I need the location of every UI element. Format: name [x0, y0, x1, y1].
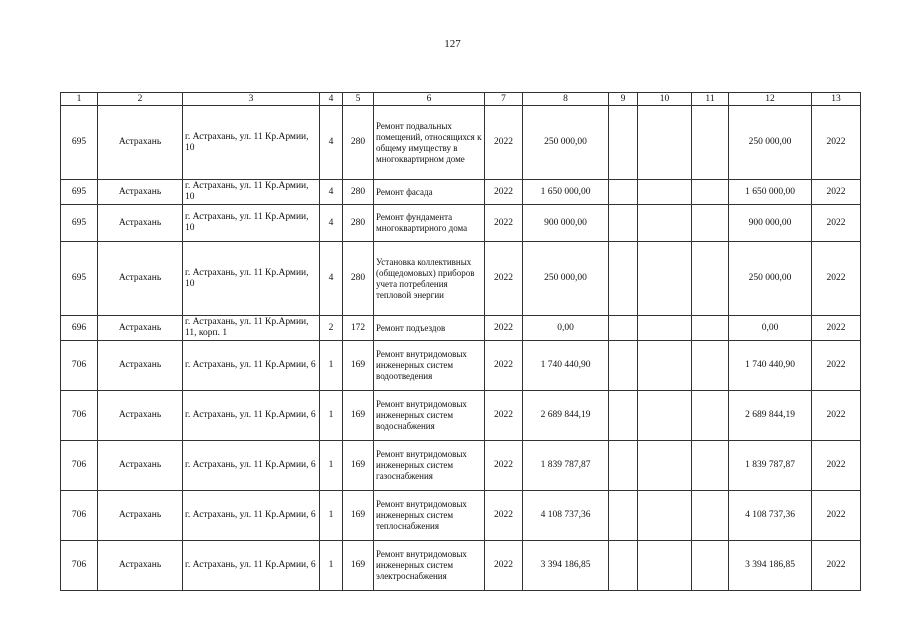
completion-year-cell: 2022	[812, 106, 861, 180]
address-cell: г. Астрахань, ул. 11 Кр.Армии, 10	[183, 205, 320, 242]
address-cell: г. Астрахань, ул. 11 Кр.Армии, 6	[183, 541, 320, 591]
city-cell: Астрахань	[98, 106, 183, 180]
column-number-row	[61, 93, 861, 106]
fund-cell: 2 689 844,19	[729, 391, 812, 441]
completion-year-cell: 2022	[812, 441, 861, 491]
fund-cell: 1 839 787,87	[729, 441, 812, 491]
col10-cell	[638, 391, 692, 441]
col4-cell: 4	[320, 242, 343, 316]
work-type-cell: Ремонт подвальных помещений, относящихся к общему имуществу в многоквартирном доме	[374, 106, 485, 180]
cost-cell: 900 000,00	[523, 205, 609, 242]
address-cell: г. Астрахань, ул. 11 Кр.Армии, 10	[183, 180, 320, 205]
table-row	[61, 391, 861, 441]
column-header: 8	[523, 93, 609, 106]
fund-cell: 1 740 440,90	[729, 341, 812, 391]
repair-program-table	[60, 92, 861, 591]
col11-cell	[692, 391, 729, 441]
col10-cell	[638, 242, 692, 316]
work-type-cell: Ремонт внутридомовых инженерных систем теплоснабжения	[374, 491, 485, 541]
col9-cell	[609, 341, 638, 391]
col4-cell: 1	[320, 541, 343, 591]
work-type-cell: Ремонт фундамента многоквартирного дома	[374, 205, 485, 242]
city-cell: Астрахань	[98, 391, 183, 441]
address-cell: г. Астрахань, ул. 11 Кр.Армии, 10	[183, 242, 320, 316]
city-cell: Астрахань	[98, 316, 183, 341]
column-header: 6	[374, 93, 485, 106]
cost-cell: 2 689 844,19	[523, 391, 609, 441]
work-type-cell: Ремонт подъездов	[374, 316, 485, 341]
work-type-cell: Ремонт внутридомовых инженерных систем водоотведения	[374, 341, 485, 391]
completion-year-cell: 2022	[812, 316, 861, 341]
fund-cell: 250 000,00	[729, 106, 812, 180]
city-cell: Астрахань	[98, 242, 183, 316]
address-cell: г. Астрахань, ул. 11 Кр.Армии, 10	[183, 106, 320, 180]
col11-cell	[692, 491, 729, 541]
col11-cell	[692, 180, 729, 205]
col5-cell: 172	[343, 316, 374, 341]
row-id-cell: 695	[61, 180, 98, 205]
fund-cell: 1 650 000,00	[729, 180, 812, 205]
column-header: 1	[61, 93, 98, 106]
col10-cell	[638, 205, 692, 242]
column-header: 11	[692, 93, 729, 106]
cost-cell: 0,00	[523, 316, 609, 341]
col11-cell	[692, 106, 729, 180]
col4-cell: 4	[320, 205, 343, 242]
column-header: 12	[729, 93, 812, 106]
completion-year-cell: 2022	[812, 391, 861, 441]
col5-cell: 280	[343, 242, 374, 316]
col4-cell: 2	[320, 316, 343, 341]
city-cell: Астрахань	[98, 341, 183, 391]
year-cell: 2022	[485, 391, 523, 441]
col10-cell	[638, 491, 692, 541]
col10-cell	[638, 180, 692, 205]
col9-cell	[609, 205, 638, 242]
col4-cell: 1	[320, 391, 343, 441]
col11-cell	[692, 205, 729, 242]
completion-year-cell: 2022	[812, 242, 861, 316]
address-cell: г. Астрахань, ул. 11 Кр.Армии, 11, корп. 1	[183, 316, 320, 341]
year-cell: 2022	[485, 541, 523, 591]
row-id-cell: 706	[61, 391, 98, 441]
col10-cell	[638, 441, 692, 491]
row-id-cell: 695	[61, 106, 98, 180]
row-id-cell: 706	[61, 541, 98, 591]
col9-cell	[609, 441, 638, 491]
year-cell: 2022	[485, 341, 523, 391]
table-row	[61, 491, 861, 541]
table-row	[61, 316, 861, 341]
col9-cell	[609, 391, 638, 441]
table-row	[61, 106, 861, 180]
fund-cell: 3 394 186,85	[729, 541, 812, 591]
col4-cell: 4	[320, 180, 343, 205]
column-header: 2	[98, 93, 183, 106]
fund-cell: 0,00	[729, 316, 812, 341]
cost-cell: 250 000,00	[523, 242, 609, 316]
col11-cell	[692, 541, 729, 591]
column-header: 4	[320, 93, 343, 106]
col11-cell	[692, 441, 729, 491]
completion-year-cell: 2022	[812, 341, 861, 391]
column-header: 10	[638, 93, 692, 106]
col5-cell: 280	[343, 180, 374, 205]
row-id-cell: 706	[61, 441, 98, 491]
row-id-cell: 696	[61, 316, 98, 341]
col5-cell: 280	[343, 205, 374, 242]
completion-year-cell: 2022	[812, 491, 861, 541]
col5-cell: 169	[343, 341, 374, 391]
work-type-cell: Ремонт внутридомовых инженерных систем электроснабжения	[374, 541, 485, 591]
work-type-cell: Ремонт фасада	[374, 180, 485, 205]
col5-cell: 280	[343, 106, 374, 180]
city-cell: Астрахань	[98, 441, 183, 491]
column-header: 13	[812, 93, 861, 106]
col10-cell	[638, 316, 692, 341]
col4-cell: 4	[320, 106, 343, 180]
col4-cell: 1	[320, 441, 343, 491]
page-number: 127	[444, 38, 461, 50]
year-cell: 2022	[485, 106, 523, 180]
city-cell: Астрахань	[98, 205, 183, 242]
column-header: 3	[183, 93, 320, 106]
cost-cell: 3 394 186,85	[523, 541, 609, 591]
row-id-cell: 706	[61, 491, 98, 541]
fund-cell: 900 000,00	[729, 205, 812, 242]
col5-cell: 169	[343, 391, 374, 441]
col9-cell	[609, 106, 638, 180]
row-id-cell: 706	[61, 341, 98, 391]
col5-cell: 169	[343, 541, 374, 591]
fund-cell: 250 000,00	[729, 242, 812, 316]
table-row	[61, 341, 861, 391]
address-cell: г. Астрахань, ул. 11 Кр.Армии, 6	[183, 391, 320, 441]
table-row	[61, 541, 861, 591]
col9-cell	[609, 491, 638, 541]
work-type-cell: Установка коллективных (общедомовых) приборов учета потребления тепловой энергии	[374, 242, 485, 316]
column-header: 7	[485, 93, 523, 106]
year-cell: 2022	[485, 205, 523, 242]
work-type-cell: Ремонт внутридомовых инженерных систем водоснабжения	[374, 391, 485, 441]
cost-cell: 4 108 737,36	[523, 491, 609, 541]
address-cell: г. Астрахань, ул. 11 Кр.Армии, 6	[183, 491, 320, 541]
col11-cell	[692, 341, 729, 391]
city-cell: Астрахань	[98, 180, 183, 205]
row-id-cell: 695	[61, 242, 98, 316]
col9-cell	[609, 316, 638, 341]
cost-cell: 250 000,00	[523, 106, 609, 180]
completion-year-cell: 2022	[812, 180, 861, 205]
column-header: 9	[609, 93, 638, 106]
city-cell: Астрахань	[98, 541, 183, 591]
col5-cell: 169	[343, 491, 374, 541]
year-cell: 2022	[485, 242, 523, 316]
table-row	[61, 180, 861, 205]
col11-cell	[692, 242, 729, 316]
col10-cell	[638, 341, 692, 391]
column-header: 5	[343, 93, 374, 106]
col10-cell	[638, 541, 692, 591]
cost-cell: 1 839 787,87	[523, 441, 609, 491]
col5-cell: 169	[343, 441, 374, 491]
col4-cell: 1	[320, 341, 343, 391]
table-row	[61, 205, 861, 242]
completion-year-cell: 2022	[812, 541, 861, 591]
year-cell: 2022	[485, 180, 523, 205]
year-cell: 2022	[485, 491, 523, 541]
year-cell: 2022	[485, 316, 523, 341]
address-cell: г. Астрахань, ул. 11 Кр.Армии, 6	[183, 341, 320, 391]
col9-cell	[609, 242, 638, 316]
table-row	[61, 242, 861, 316]
year-cell: 2022	[485, 441, 523, 491]
row-id-cell: 695	[61, 205, 98, 242]
address-cell: г. Астрахань, ул. 11 Кр.Армии, 6	[183, 441, 320, 491]
cost-cell: 1 740 440,90	[523, 341, 609, 391]
col4-cell: 1	[320, 491, 343, 541]
cost-cell: 1 650 000,00	[523, 180, 609, 205]
col11-cell	[692, 316, 729, 341]
work-type-cell: Ремонт внутридомовых инженерных систем газоснабжения	[374, 441, 485, 491]
completion-year-cell: 2022	[812, 205, 861, 242]
col10-cell	[638, 106, 692, 180]
col9-cell	[609, 180, 638, 205]
fund-cell: 4 108 737,36	[729, 491, 812, 541]
col9-cell	[609, 541, 638, 591]
city-cell: Астрахань	[98, 491, 183, 541]
table-row	[61, 441, 861, 491]
